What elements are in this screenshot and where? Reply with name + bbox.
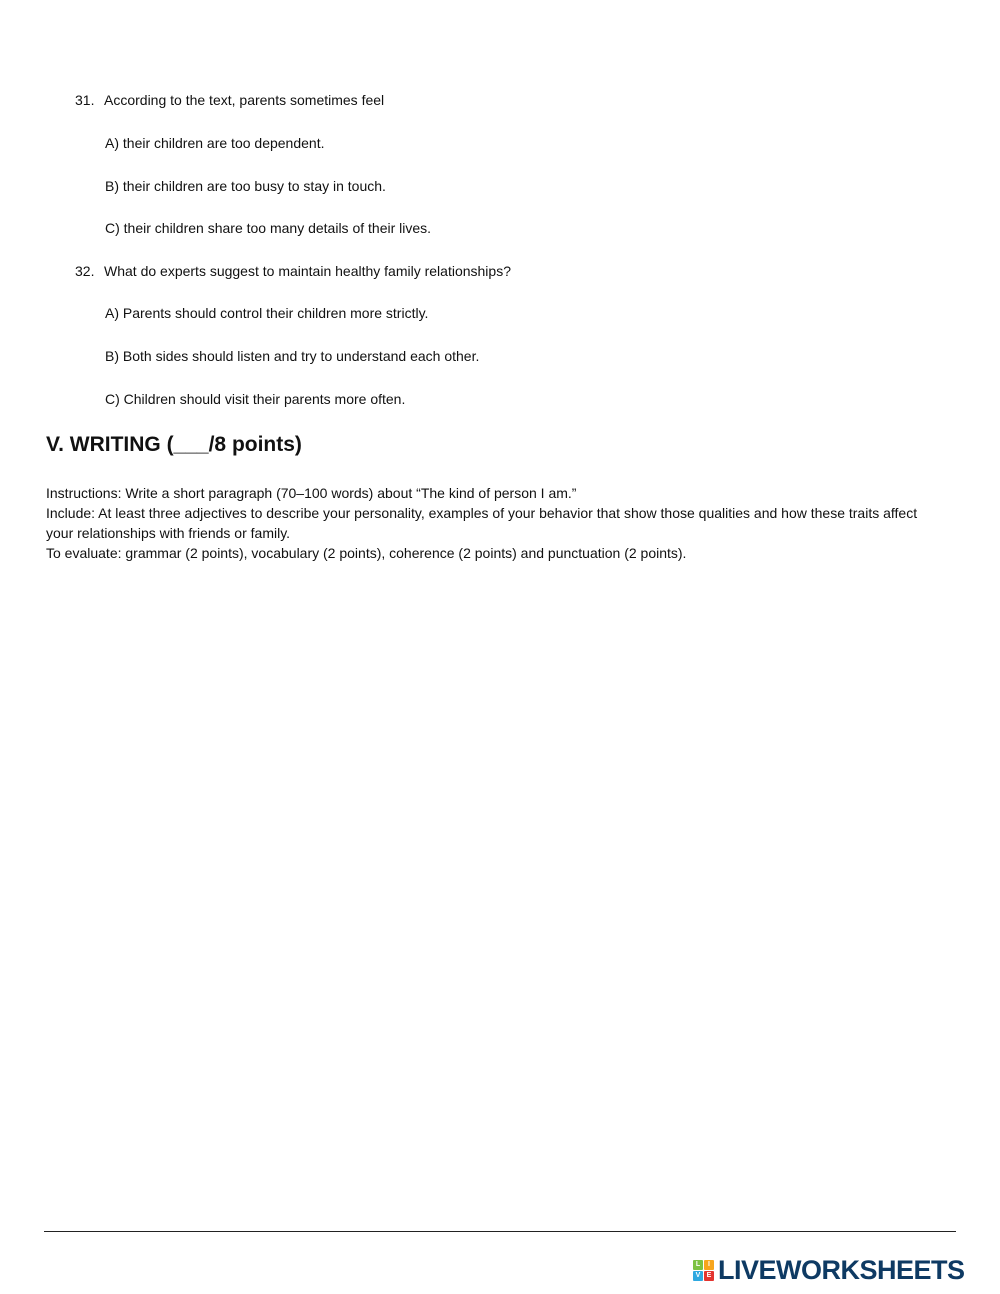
question-number: 31.: [75, 92, 95, 108]
logo-mark-letter: E: [704, 1271, 714, 1281]
question-32: [75, 262, 511, 280]
question-number: 32.: [75, 263, 95, 279]
question-31-option-b[interactable]: B) their children are too busy to stay in touch.: [105, 178, 386, 194]
logo-mark-letter: I: [704, 1260, 714, 1270]
question-32-option-a[interactable]: A) Parents should control their children more strictly.: [105, 305, 429, 321]
liveworksheets-logo: [693, 1253, 965, 1287]
footer-divider: [44, 1231, 956, 1232]
question-text: According to the text, parents sometimes feel: [104, 92, 385, 108]
question-31-option-c[interactable]: C) their children share too many details of their lives.: [105, 220, 432, 236]
question-32-option-c[interactable]: C) Children should visit their parents more often.: [105, 391, 406, 407]
instructions-line: Instructions: Write a short paragraph (70–100 words) about “The kind of person I am.”: [46, 485, 577, 501]
writing-section-title: V. WRITING (___/8 points): [46, 433, 302, 456]
evaluate-line: To evaluate: grammar (2 points), vocabulary (2 points), coherence (2 points) and punctuation (2 points).: [46, 545, 687, 561]
logo-text: LIVEWORKSHEETS: [718, 1255, 965, 1285]
question-31: [75, 91, 384, 109]
logo-mark-icon: [693, 1260, 714, 1281]
logo-mark-letter: L: [693, 1260, 703, 1270]
question-text: What do experts suggest to maintain healthy family relationships?: [104, 263, 511, 279]
writing-instructions: [46, 483, 946, 563]
question-31-option-a[interactable]: A) their children are too dependent.: [105, 135, 325, 151]
question-32-option-b[interactable]: B) Both sides should listen and try to understand each other.: [105, 348, 480, 364]
include-line: Include: At least three adjectives to describe your personality, examples of your behavior that show those qualities and how these traits affect your relationships with friends or family.: [46, 505, 918, 541]
logo-mark-letter: V: [693, 1271, 703, 1281]
